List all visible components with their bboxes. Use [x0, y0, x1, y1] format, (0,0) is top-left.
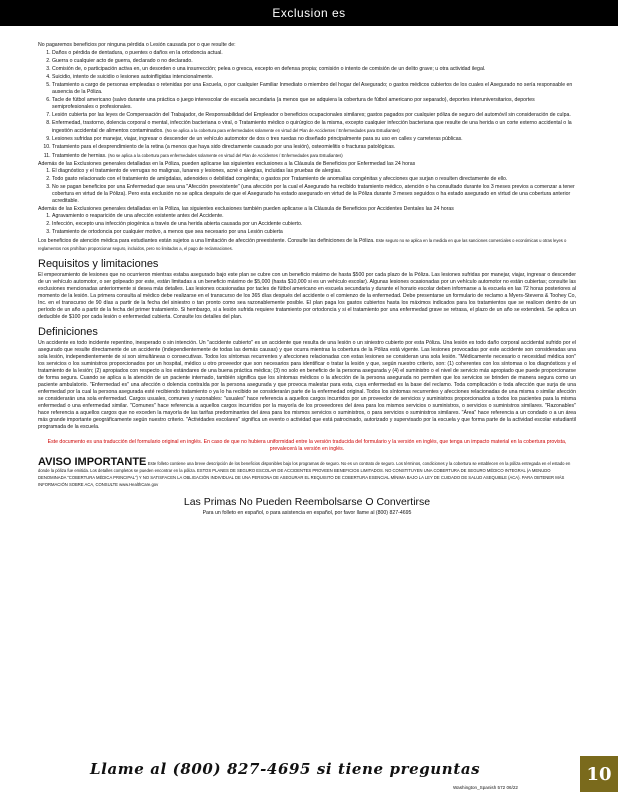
preexisting-note: [38, 237, 576, 253]
list-item: 3. No se pagan beneficios por una Enfermedad que sea una "Afección preexistente" (una afección por la cual el Asegurado ha recibido tratamiento médico, atención o ha consultado durante los 3 meses previos a comenzar a tener cobertura en virtud de la Póliza). Pero esta exclusión no se aplica después de que el Asegurado ha estado asegurado en virtud de la Póliza durante 3 meses seguidos o ha estado asegurado en virtud de una cobertura anterior acreditable.: [52, 184, 576, 205]
accident-intro: Además de las Exclusiones generales detalladas en la Póliza, las siguientes exclusiones también pueden aplicarse a la Cláusula de Beneficios por Accidentes Dentales las 24 horas: [38, 206, 454, 212]
list-item: 7. Lesión cubierta por las leyes de Compensación del Trabajador, de Responsabilidad del Empleador o beneficios ocupacionales similares; gastos pagados por cualquier póliza de seguro del automóvil sin consideración de culpa.: [52, 112, 576, 119]
list-item: 2. Guerra o cualquier acto de guerra, declarado o no declarado.: [52, 58, 576, 65]
list-item: 1. El diagnóstico y el tratamiento de verrugas no malignas, lunares y lesiones, acné o alergias, incluidas las pruebas de alergias.: [52, 168, 576, 175]
accident-exclusions-list: [38, 213, 576, 236]
sanctions-note: Este seguro no se aplica en la medida en que las sanciones comerciales o económicas u otras leyes o reglamentos nos prohíban proporcionar seguro, incluidos, pero no limitados a, el pago de reclamaciones.: [38, 238, 567, 251]
call-banner: Llame al (800) 827-4695 si tiene preguntas: [90, 760, 481, 778]
list-item: 4. Suicidio, intento de suicidio o lesiones autoinfligidas intencionalmente.: [52, 74, 576, 81]
important-label: AVISO IMPORTANTE: [38, 456, 147, 468]
exclusion-note: (No se aplica a la cobertura para enfermedades solamente en virtud del Plan de Accidentes / Enfermedades para Estudiantes): [165, 128, 400, 133]
list-item: [52, 120, 576, 135]
exclusion-text: Enfermedad, trastorno, dolencia corporal o mental, infección bacteriana o viral, o Tratamiento médico o quirúrgico de la misma, excepto cualquier infección bacteriana que resulte de una herida o un corte externo accidental o la ingestión accidental de alimentos contaminados.: [52, 120, 572, 134]
definitions-heading: Definiciones: [38, 326, 98, 338]
list-item: 3. Tratamiento de ortodoncia por cualquier motivo, a menos que sea necesario por una Lesión cubierta: [52, 229, 576, 236]
list-item: 9. Lesiones sufridas por manejar, viajar, ingresar o descender de un vehículo automotor de dos o tres ruedas no diseñado principalmente para su uso en calles y carreteras públicas.: [52, 136, 576, 143]
exclusions-intro: No pagaremos beneficios por ninguna pérdida o Lesión causada por o que resulte de:: [38, 42, 236, 48]
exclusions-list: [38, 50, 576, 160]
definitions-text: Un accidente es todo incidente repentino, inesperado o sin intención. Un "accidente cubierto" es un accidente que resulta de una lesión o un siniestro cubierto por esta Póliza. Una lesión es todo daño corporal accidental sufrido por el asegurado que resulte directamente de un accidente (independientemente de todas las demás causas) y que ocurra mientras la cobertura de la Póliza está vigente. Las lesiones provocadas por este accidente son consideradas una sola lesión, independientemente de si son simultáneas o consecutivas. Todos los síntomas recurrentes y afecciones relacionadas con estas lesiones se consideran una sola lesión. "Médicamente necesario o necesidad médica son" los servicios o los suministros proporcionados por un hospital, médico u otro proveedor que son necesarios para identificar o tratar la lesión y que, según nuestro criterio, son: (1) coherentes con los síntomas o los diagnósticos y el tratamiento de la lesión; (2) apropiados con respecto a los estándares de una buena práctica médica; (3) no solo en beneficio de la persona asegurada y (4) el suministro o el nivel de servicio más apropiado que puede proporcionarse de forma segura. Cuando se aplica a la atención de un paciente internado, también significa que los síntomas médicos o la afección de la persona asegurada no permiten que los servicios se brinden de manera segura como un paciente ambulatorio. "Enfermedad es" una afección o dolencia contraída por la persona asegurada y que provoca malestar para esta, cuya enfermedad es la base del reclamo. Toda complicación o toda afección que surja de una enfermedad por la cual la persona asegurada esté recibiendo tratamiento o ya lo ha recibido se considerarán parte de la enfermedad original. Todos los síntomas recurrentes y afecciones relacionadas de una misma o similar afección se considerarán una sola enfermedad. Cargos usuales, comunes y razonables: "usuales" hace referencia a aquellos cargos incurridos por un proveedor de servicios y suministros proporcionados a todos los pacientes para la misma enfermedad o una enfermedad similar. "Comunes" hace referencia a aquellos cargos incurridos por la mayoría de los proveedores del área para los mismos servicios o suministros, o servicios o suministros similares. "Razonables" hace referencia a aquellos cargos que no exceden la mayoría de las tarifas predominantes del área para los mismos servicios o suministros, o para servicios o suministros similares. "Área" hace referencia a un condado o a un área más grande importante geográficamente según nuestro criterio. "Actividades escolares" significa un evento o actividad que está patrocinado, autorizado y supervisado por la escuela y que forma parte de la actividad escolar estudiantil programada de la escuela.: [38, 340, 576, 430]
translation-notice: Este documento es una traducción del formulario original en inglés. En caso de que no hubiera uniformidad entre la versión traducida del formulario y la versión en inglés, que tenga un impacto material en la cobertura provista, prevalecerá la versión en inglés.: [47, 439, 567, 452]
sickness-intro: Además de las Exclusiones generales detalladas en la Póliza, pueden aplicarse las siguientes exclusiones a la Cláusula de Beneficios por Enfermedad las 24 horas: [38, 161, 416, 167]
preexisting-text: Los beneficios de atención médica para estudiantes están sujetos a una limitación de afección preexistente. Consulte las definiciones de la Póliza.: [38, 238, 375, 244]
exclusion-note: (No se aplica a la cobertura para enfermedades solamente en virtud del Plan de Accidentes / Enfermedades para Estudiantes): [108, 153, 343, 158]
list-item: 1. Agravamiento o reaparición de una afección existente antes del Accidente.: [52, 213, 576, 220]
list-item: [52, 152, 576, 160]
form-code: Washington_Spanish 572 06/22: [453, 785, 518, 790]
list-item: 10. Tratamiento para el desprendimiento de la retina (a menos que haya sido directamente causado por una lesión), osteomielitis o fracturas patológicas.: [52, 144, 576, 151]
sickness-exclusions-list: [38, 168, 576, 205]
page-number-box: [580, 756, 618, 792]
requirements-text: El empeoramiento de lesiones que no ocurrieron mientras estaba asegurado bajo este plan se cubre con un beneficio máximo de hasta $500 por cada plazo de la Póliza. Las lesiones sufridas por manejar, viajar, ingresar o descender de un vehículo automotor, o ser golpeado por este, están limitadas a un beneficio máximo de $5,000 (hasta $10,000 si es un vehículo escolar). Algunas lesiones ocasionadas por un vehículo automotor no están cubiertas; consulte las exclusiones mencionadas anteriormente si desea más detalles. Las lesiones ocasionadas por tacles de fútbol americano en escuela secundaria y durante el horario escolar deben informarse a la escuela en las 72 horas posteriores al momento de la lesión. La primera consulta al médico debe realizarse en el transcurso de los 365 días después del accidente o el comienzo de la enfermedad. Debe presentarse un formulario de reclamo a Myers-Stevens & Toohey Co, Inc. en el transcurso de 90 días a partir de la fecha del siniestro o tan pronto como sea razonablemente posible. El plan paga los gastos cubiertos hasta los máximos indicados para los tratamientos que se realicen dentro de un período de un año a partir de la fecha del primer tratamiento. Si hembargo, si a lesión sufrida requiere tratamiento por ortodoncia y si el tratamiento por una enfermedad grave se retrasa, el plazo de un año se extenderá. Se aplica un deducible de $100 por cada lesión o enfermedad cubierta. Consulte los detalles del plan.: [38, 272, 576, 320]
list-item: 2. Infección, excepto una infección piogénica a través de una herida abierta causada por un Accidente cubierto.: [52, 221, 576, 228]
list-item: 2. Todo gasto relacionado con el tratamiento de amígdalas, adenoides o debilidad congénita; o gastos por Tratamiento de anomalías congénitas y afecciones que surjan o resulten directamente de ello.: [52, 176, 576, 183]
list-item: 6. Tacle de fútbol americano (salvo durante una práctica o juego interescolar de escuela secundaria (a menos que se adquiera la cobertura de fútbol americano por separado), deportes interuniversitarios, deportes semiprofesionales o profesionales.: [52, 97, 576, 111]
important-notice: [38, 456, 576, 489]
page-number: 10: [586, 763, 612, 785]
list-item: 5. Tratamiento a cargo de personas empleadas o retenidas por una Escuela, o por cualquier Familiar Inmediato o miembro del hogar del Asegurado; o gastos médicos cubiertos de los cuales el Asegurado no sería responsable en ausencia de la Póliza.: [52, 82, 576, 96]
header-title: Exclusion es: [272, 6, 346, 20]
spanish-assistance: Para un folleto en español, o para asistencia en español, por favor llame al (800) 827-4695: [202, 510, 412, 516]
exclusion-text: Tratamiento de hernias.: [52, 153, 107, 159]
list-item: 1. Daños o pérdida de dentadura, o puentes o daños en la ortodoncia actual.: [52, 50, 576, 57]
premium-title: Las Primas No Pueden Reembolsarse O Convertirse: [183, 496, 431, 508]
page-header: [0, 0, 618, 26]
list-item: 3. Comisión de, o participación activa en, un desorden o una insurrección; pelea o gresca, excepto en defensa propia; comisión o intento de comisión de un delito grave; u otra actividad ilegal.: [52, 66, 576, 73]
requirements-heading: Requisitos y limitaciones: [38, 258, 159, 270]
document-body: [38, 42, 576, 517]
important-text: Este folleto contiene una breve descripción de los beneficios disponibles bajo los programas de seguro. No es un contrato de seguro. Los términos, condiciones y la cobertura se establecen en la póliza entregada en el estado en donde la póliza fue emitida. Los detalles completos se pueden encontrar en la póliza. ESTOS PLANES DE SEGURO ESCOLAR DE ACCIDENTES PROVEEN BENEFICIOS LIMITADOS. NO CONSTITUYEN UNA COBERTURA DE SEGURO MÉDICO INTEGRAL (A MENUDO DENOMINADA "COBERTURA MÉDICA PRINCIPAL") Y NO SATISFACEN LA OBLIGACIÓN INDIVIDUAL DE UNA PERSONA DE ASEGURAR EL REQUISITO DE COBERTURA ESENCIAL MÍNIMA BAJO LA LEY DE CUIDADO DE SALUD ASEQUIBLE (ACA). PARA OBTENER MÁS INFORMACIÓN SOBRE ACA, CONSULTE www.HealthCare.gov: [38, 461, 571, 487]
